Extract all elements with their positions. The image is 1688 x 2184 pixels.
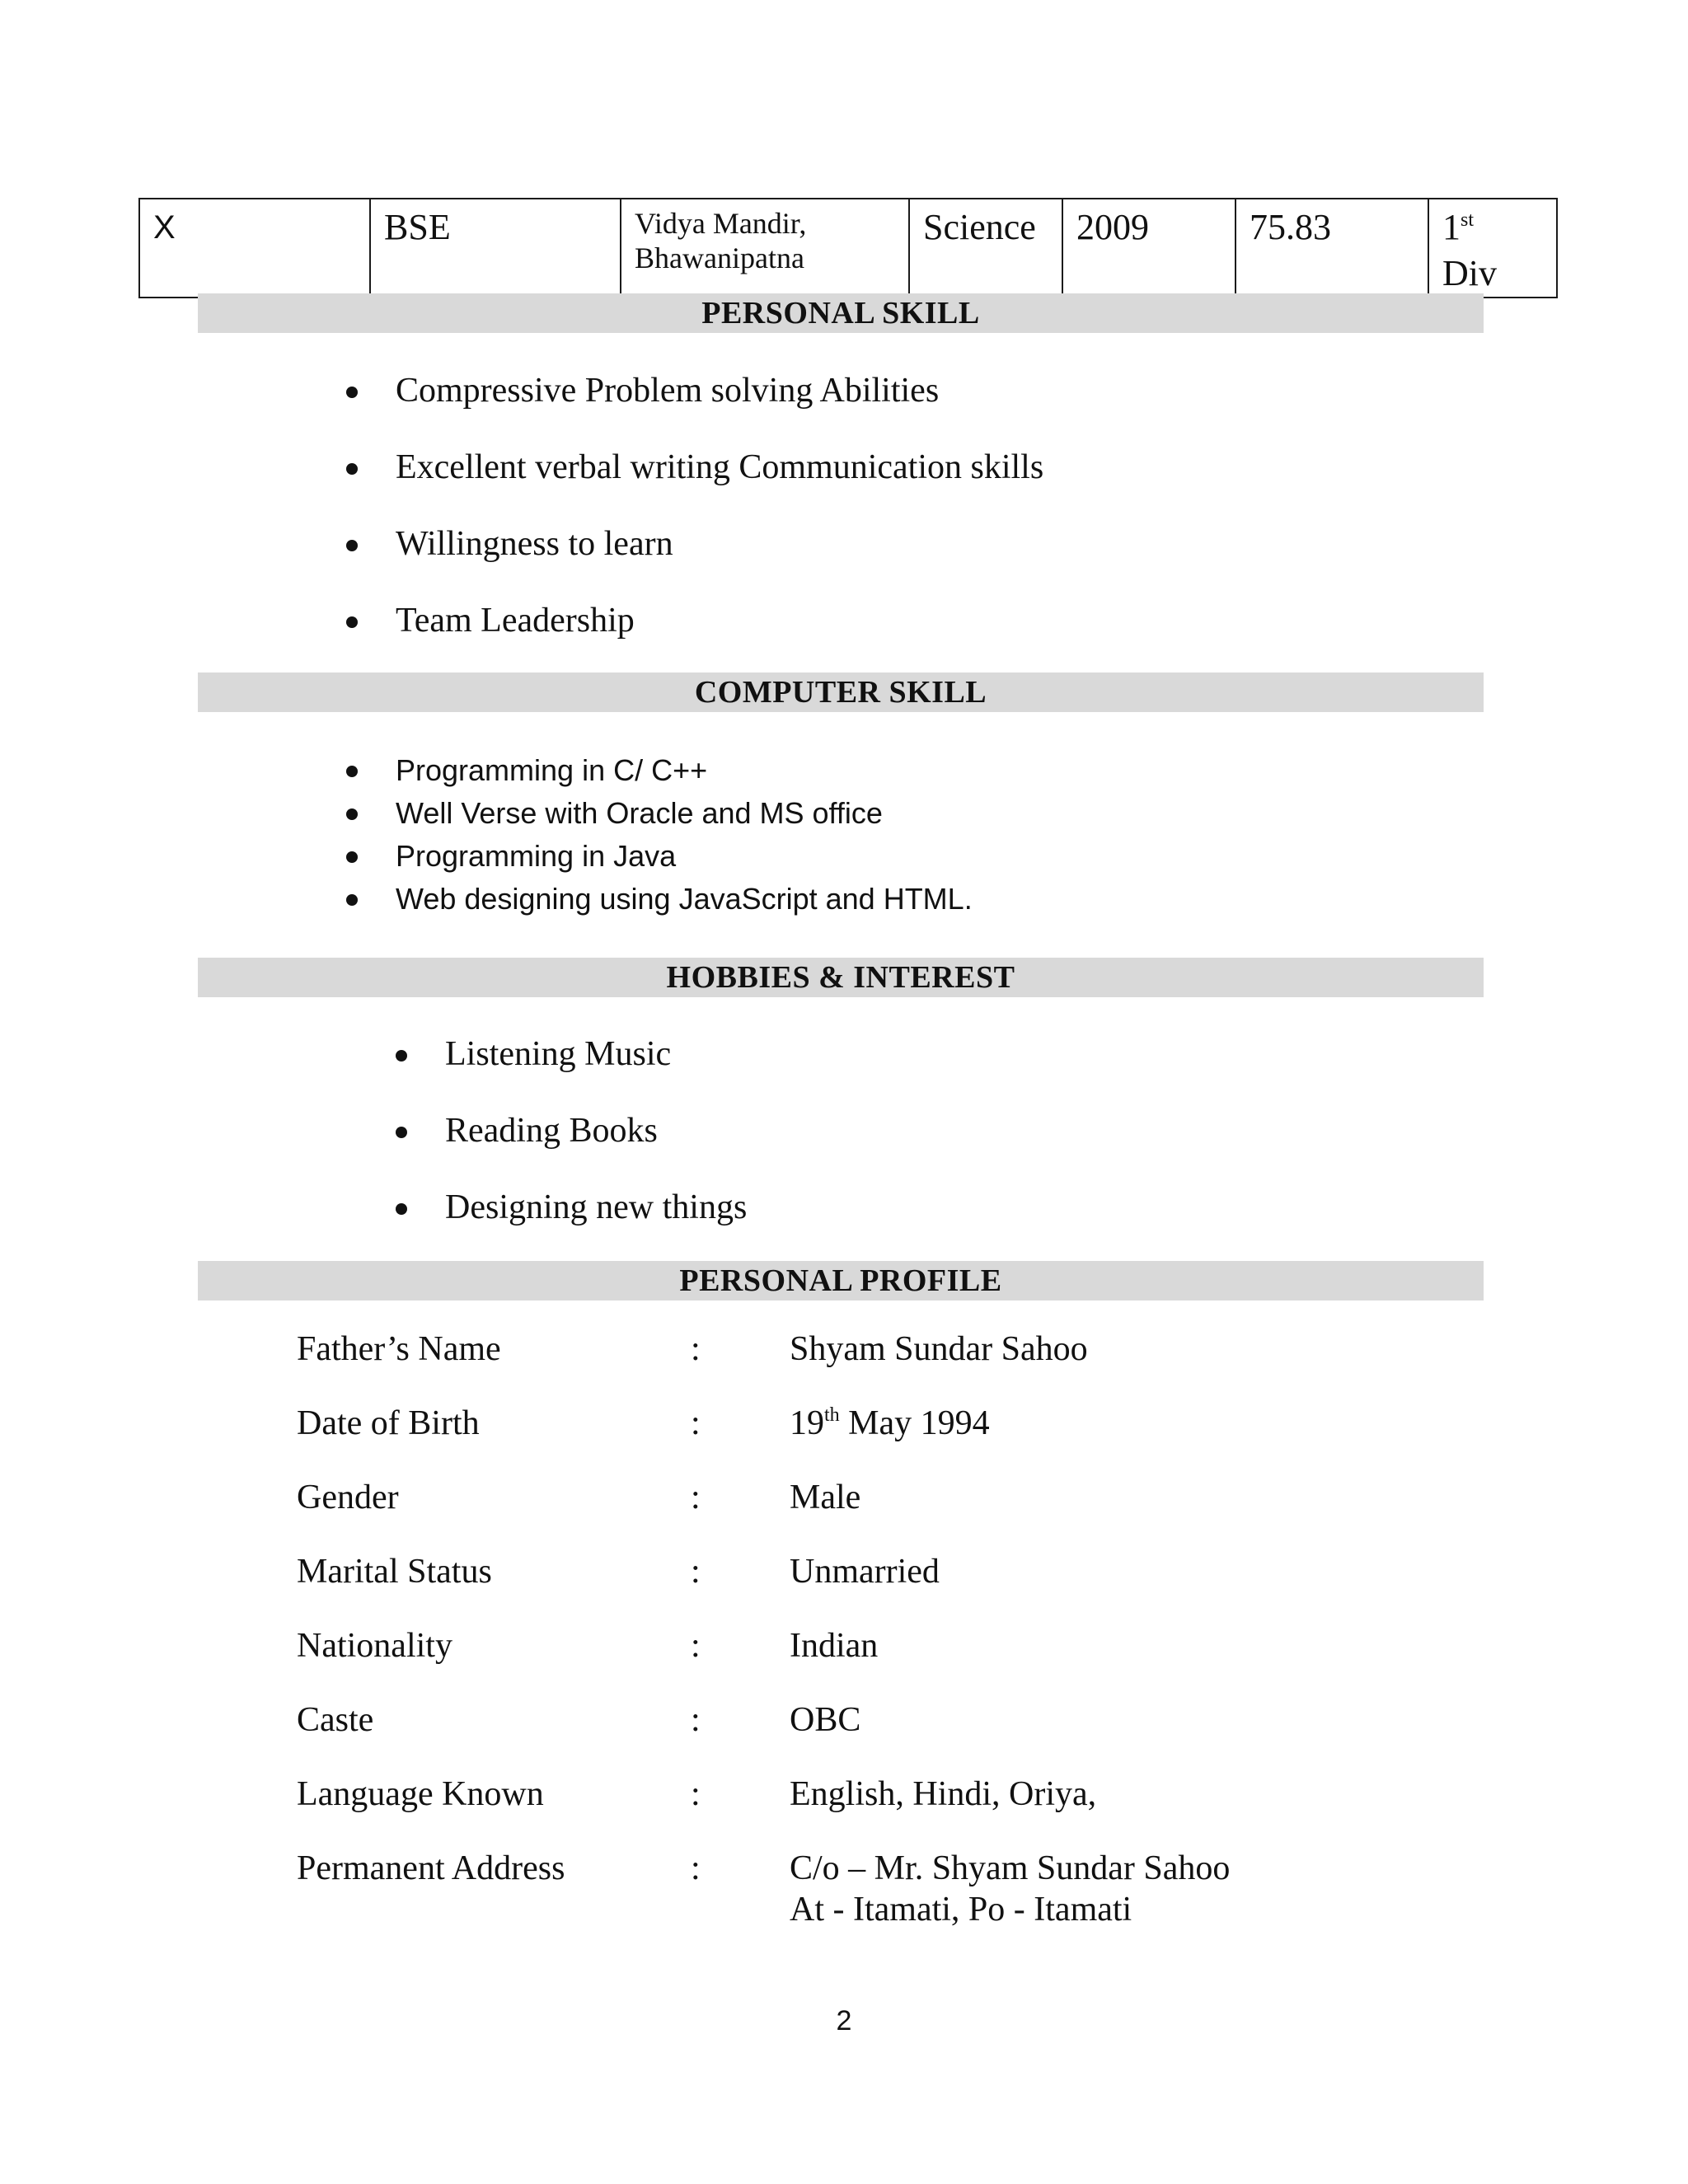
profile-row-gender — [297, 1477, 1451, 1551]
address-line-2: At - Itamati, Po - Itamati — [790, 1891, 1132, 1929]
school-cell — [621, 199, 909, 298]
list-item: Programming in Java — [346, 838, 973, 874]
profile-row-fathers-name — [297, 1329, 1451, 1403]
list-item: Team Leadership — [346, 600, 1043, 641]
year-cell — [1062, 199, 1236, 298]
profile-colon: : — [691, 1553, 701, 1591]
percentage-cell — [1236, 199, 1428, 298]
division-num: 1 — [1442, 207, 1461, 247]
division-number — [1442, 204, 1543, 251]
personal-profile — [297, 1329, 1451, 1929]
division-cell — [1428, 199, 1557, 298]
profile-colon: : — [691, 1701, 701, 1739]
list-item: Designing new things — [396, 1187, 747, 1228]
profile-value: Shyam Sundar Sahoo — [790, 1330, 1088, 1368]
profile-label: Permanent Address — [297, 1849, 565, 1887]
profile-value: Indian — [790, 1627, 879, 1665]
profile-label: Gender — [297, 1479, 399, 1516]
section-header-personal-profile: PERSONAL PROFILE — [198, 1261, 1484, 1301]
profile-colon: : — [691, 1479, 701, 1516]
exam-cell — [139, 199, 370, 298]
section-header-computer-skill: COMPUTER SKILL — [198, 673, 1484, 712]
stream-text: Science — [923, 207, 1036, 247]
year-text: 2009 — [1076, 207, 1149, 247]
profile-colon: : — [691, 1330, 701, 1368]
profile-colon: : — [691, 1849, 701, 1887]
dob-rest: May 1994 — [839, 1404, 990, 1442]
education-row-x — [139, 199, 1557, 298]
profile-colon: : — [691, 1404, 701, 1442]
profile-value: Male — [790, 1479, 861, 1516]
personal-skill-list — [346, 370, 1043, 677]
school-location: Bhawanipatna — [635, 241, 804, 274]
hobbies-list — [396, 1033, 747, 1263]
profile-colon: : — [691, 1627, 701, 1665]
exam-text: X — [153, 209, 176, 246]
profile-row-dob — [297, 1403, 1451, 1477]
profile-label: Date of Birth — [297, 1404, 480, 1442]
dob-day: 19 — [790, 1404, 824, 1442]
percentage-text: 75.83 — [1250, 207, 1331, 247]
profile-label: Caste — [297, 1701, 374, 1739]
section-header-hobbies: HOBBIES & INTEREST — [198, 958, 1484, 997]
board-cell — [370, 199, 621, 298]
list-item: Well Verse with Oracle and MS office — [346, 795, 973, 832]
computer-skill-list — [346, 752, 973, 924]
profile-colon: : — [691, 1775, 701, 1813]
board-text: BSE — [384, 207, 451, 247]
list-item: Listening Music — [396, 1033, 747, 1075]
profile-label: Marital Status — [297, 1553, 492, 1591]
profile-value — [790, 1403, 990, 1444]
page-number: 2 — [836, 2005, 852, 2036]
list-item: Compressive Problem solving Abilities — [346, 370, 1043, 411]
section-header-personal-skill: PERSONAL SKILL — [198, 293, 1484, 333]
stream-cell — [909, 199, 1062, 298]
school-name: Vidya Mandir, — [635, 207, 807, 240]
profile-row-caste — [297, 1699, 1451, 1774]
profile-value: English, Hindi, Oriya, — [790, 1775, 1097, 1813]
education-table — [138, 198, 1558, 298]
profile-label: Nationality — [297, 1627, 452, 1665]
list-item: Reading Books — [396, 1110, 747, 1151]
dob-day-sup: th — [824, 1404, 840, 1426]
profile-value: OBC — [790, 1701, 861, 1739]
division-sup: st — [1461, 209, 1475, 231]
division-word: Div — [1442, 253, 1497, 293]
list-item: Willingness to learn — [346, 523, 1043, 565]
list-item: Programming in C/ C++ — [346, 752, 973, 789]
profile-value — [790, 1848, 1230, 1930]
address-line-1: C/o – Mr. Shyam Sundar Sahoo — [790, 1849, 1231, 1887]
profile-row-marital-status — [297, 1551, 1451, 1625]
list-item: Excellent verbal writing Communication skills — [346, 447, 1043, 488]
profile-label: Father’s Name — [297, 1330, 501, 1368]
profile-label: Language Known — [297, 1775, 544, 1813]
profile-row-nationality — [297, 1625, 1451, 1699]
profile-row-address — [297, 1848, 1451, 1929]
profile-row-languages — [297, 1774, 1451, 1848]
profile-value: Unmarried — [790, 1553, 940, 1591]
list-item: Web designing using JavaScript and HTML. — [346, 881, 973, 917]
